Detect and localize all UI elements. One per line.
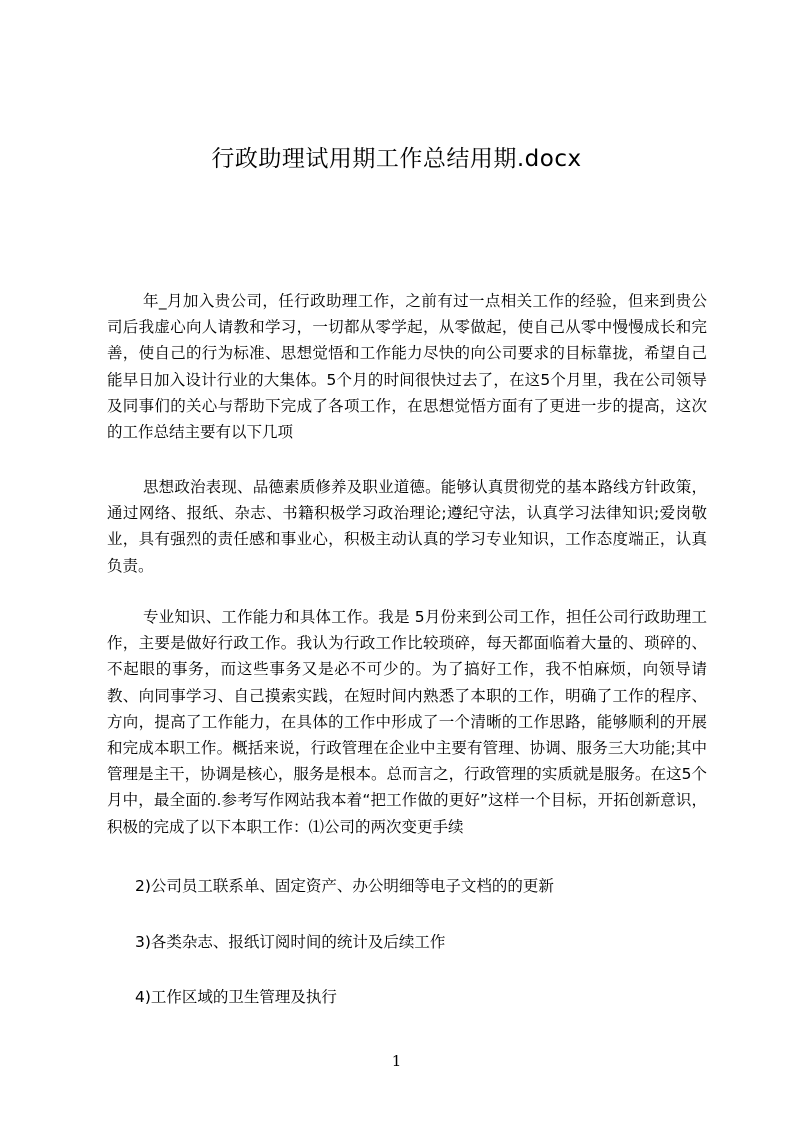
paragraph-text: 思想政治表现、品德素质修养及职业道德。能够认真贯彻党的基本路线方针政策，通过网络、报纸、杂志、书籍积极学习政治理论;遵纪守法，认真学习法律知识;爱岗敬业，具有强烈的责任感和事业心，积极主动认真的学习专业知识，工作态度端正，认真负责。 [107, 478, 707, 575]
page-number: 1 [391, 1052, 402, 1070]
paragraph-2 [107, 474, 707, 579]
list-item: 4)工作区域的卫生管理及执行 [135, 988, 337, 1006]
list-item: 2)公司员工联系单、固定资产、办公明细等电子文档的的更新 [135, 877, 554, 895]
paragraph-text: 年_月加入贵公司，任行政助理工作，之前有过一点相关工作的经验，但来到贵公司后我虚心向人请教和学习，一切都从零学起，从零做起，使自己从零中慢慢成长和完善，使自己的行为标准、思想觉悟和工作能力尽快的向公司要求的目标靠拢，希望自己能早日加入设计行业的大集体。5个月的时间很快过去了，在这5个月里，我在公司领导及同事们的关心与帮助下完成了各项工作，在思想觉悟方面有了更进一步的提高，这次的工作总结主要有以下几项 [107, 292, 707, 442]
document-title: 行政助理试用期工作总结用期.docx [211, 146, 582, 172]
paragraph-1 [107, 288, 707, 445]
paragraph-text: 专业知识、工作能力和具体工作。我是 5月份来到公司工作，担任公司行政助理工作，主要是做好行政工作。我认为行政工作比较琐碎，每天都面临着大量的、琐碎的、不起眼的事务，而这些事务又是必不可少的。为了搞好工作，我不怕麻烦，向领导请教、向同事学习、自己摸索实践，在短时间内熟悉了本职的工作，明确了工作的程序、方向，提高了工作能力，在具体的工作中形成了一个清晰的工作思路，能够顺利的开展和完成本职工作。概括来说，行政管理在企业中主要有管理、协调、服务三大功能;其中管理是主干，协调是核心，服务是根本。总而言之，行政管理的实质就是服务。在这5个月中，最全面的.参考写作网站我本着“把工作做的更好”这样一个目标，开拓创新意识，积极的完成了以下本职工作：⑴公司的两次变更手续 [107, 608, 707, 836]
paragraph-3 [107, 604, 707, 840]
list-item: 3)各类杂志、报纸订阅时间的统计及后续工作 [135, 933, 446, 951]
